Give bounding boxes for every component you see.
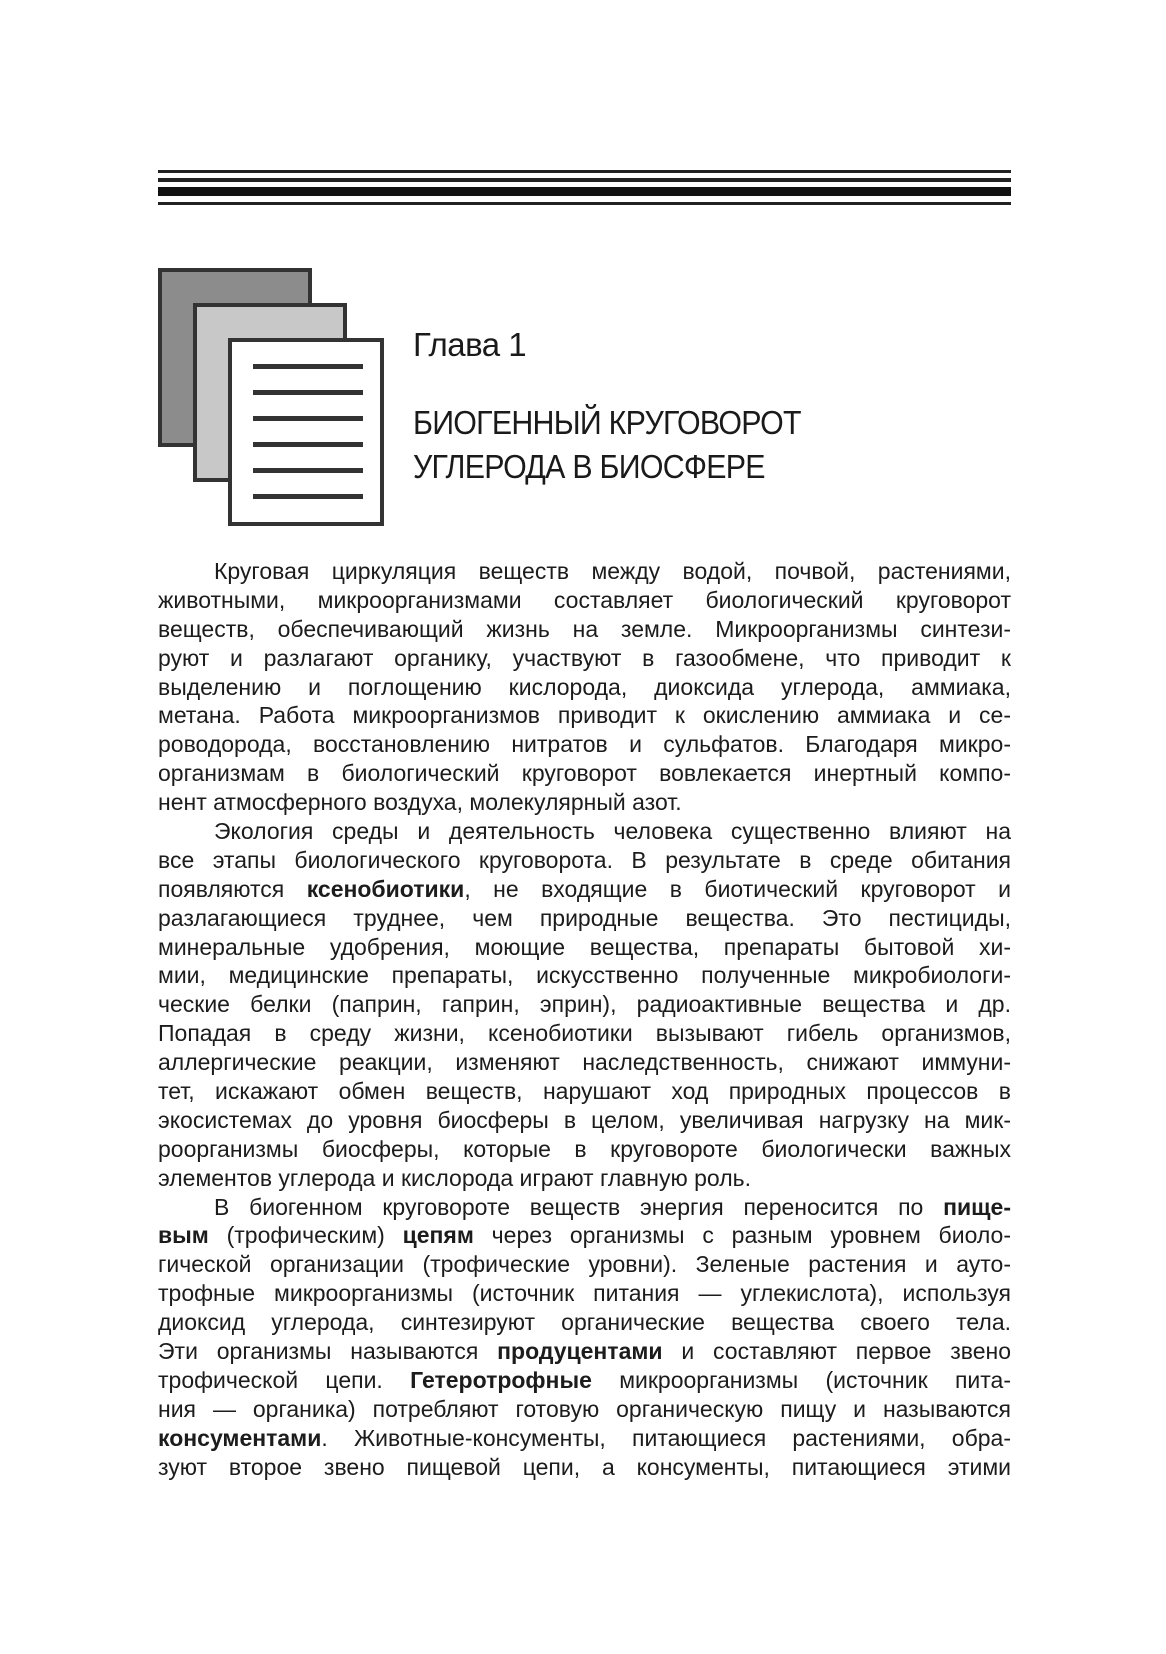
chapter-title — [413, 401, 965, 489]
text-line: минеральные удобрения, моющие вещества, препараты бытовой хи- — [158, 933, 1011, 960]
body-text — [158, 557, 1011, 1482]
chapter-heading — [413, 325, 1013, 489]
rule-thin-top — [158, 170, 1011, 173]
rule-thick — [158, 187, 1011, 196]
chapter-title-line: БИОГЕННЫЙ КРУГОВОРОТ — [413, 404, 801, 441]
text-line: роводорода, восстановлению нитратов и сульфатов. Благодаря микро- — [158, 731, 1011, 758]
term-heterotrophic: Гетеротрофные — [410, 1366, 592, 1393]
text-line: аллергические реакции, изменяют наследственность, снижают иммуни- — [158, 1049, 1011, 1076]
text-line: диоксид углерода, синтезируют органические вещества своего тела. — [158, 1309, 1011, 1336]
text-line: разлагающиеся труднее, чем природные вещества. Это пестициды, — [158, 904, 1011, 931]
term-chains: цепям — [402, 1222, 474, 1249]
text-line: нент атмосферного воздуха, молекулярный азот. — [158, 789, 682, 816]
text-line: руют и разлагают органику, участвуют в газообмене, что приводит к — [158, 644, 1011, 671]
text-line: трофные микроорганизмы (источник питания — углекислота), используя — [158, 1280, 1011, 1307]
text-line: все этапы биологического круговорота. В результате в среде обитания — [158, 846, 1011, 873]
text-line: Попадая в среду жизни, ксенобиотики вызывают гибель организмов, — [158, 1020, 1011, 1047]
term-food-end: вым — [158, 1222, 209, 1249]
text-line: Круговая циркуляция веществ между водой, почвой, растениями, — [214, 558, 1011, 584]
text-line: Экология среды и деятельность человека существенно влияют на — [214, 818, 1011, 845]
text-line: зуют второе звено пищевой цепи, а консументы, питающиеся этими — [158, 1453, 1011, 1480]
term-producers: продуцентами — [497, 1338, 663, 1365]
header-rules-graphic — [158, 170, 1011, 210]
term-food: пище- — [943, 1193, 1011, 1220]
text-line: веществ, обеспечивающий жизнь на земле. Микроорганизмы синтези- — [158, 615, 1011, 642]
rule-thin-bottom — [158, 202, 1011, 205]
text-line: метана. Работа микроорганизмов приводит к окислению аммиака и се- — [158, 702, 1011, 729]
text-line: животными, микроорганизмами составляет биологический круговорот — [158, 586, 1011, 613]
text-line: выделению и поглощению кислорода, диоксида углерода, аммиака, — [158, 673, 1011, 700]
text-line: Эти организмы называются продуцентами и составляют первое звено — [158, 1338, 1011, 1365]
chapter-title-line: УГЛЕРОДА В БИОСФЕРЕ — [413, 448, 765, 485]
text-line: роорганизмы биосферы, которые в круговороте биологически важных — [158, 1135, 1011, 1162]
rule-thin-upper — [158, 178, 1011, 182]
text-line: В биогенном круговороте веществ энергия переносится по пище- — [214, 1193, 1011, 1220]
text-line: вым (трофическим) цепям через организмы с разным уровнем биоло- — [158, 1222, 1011, 1249]
text-line: трофической цепи. Гетеротрофные микроорганизмы (источник пита- — [158, 1366, 1011, 1393]
header-rules — [158, 170, 1011, 210]
term-consumers: консументами — [158, 1424, 322, 1451]
text-line: тет, искажают обмен веществ, нарушают ход природных процессов в — [158, 1078, 1011, 1105]
text-line: мии, медицинские препараты, искусственно полученные микробиологи- — [158, 962, 1011, 989]
document-stack-icon — [158, 268, 388, 528]
text-line: элементов углерода и кислорода играют главную роль. — [158, 1164, 752, 1191]
text-line: ния — органика) потребляют готовую органическую пищу и называются — [158, 1395, 1011, 1422]
text-line: консументами. Животные-консументы, питающиеся растениями, обра- — [158, 1424, 1011, 1451]
text-line: организмам в биологический круговорот вовлекается инертный компо- — [158, 760, 1011, 787]
chapter-label: Глава 1 — [413, 326, 527, 363]
text-line: экосистемах до уровня биосферы в целом, увеличивая нагрузку на мик- — [158, 1106, 1011, 1133]
text-line: гической организации (трофические уровни). Зеленые растения и ауто- — [158, 1251, 1011, 1278]
term-xenobiotics: ксенобиотики — [306, 875, 465, 902]
text-line: появляются ксенобиотики, не входящие в биотический круговорот и — [158, 875, 1011, 902]
text-line: ческие белки (паприн, гаприн, эприн), радиоактивные вещества и др. — [158, 991, 1011, 1018]
